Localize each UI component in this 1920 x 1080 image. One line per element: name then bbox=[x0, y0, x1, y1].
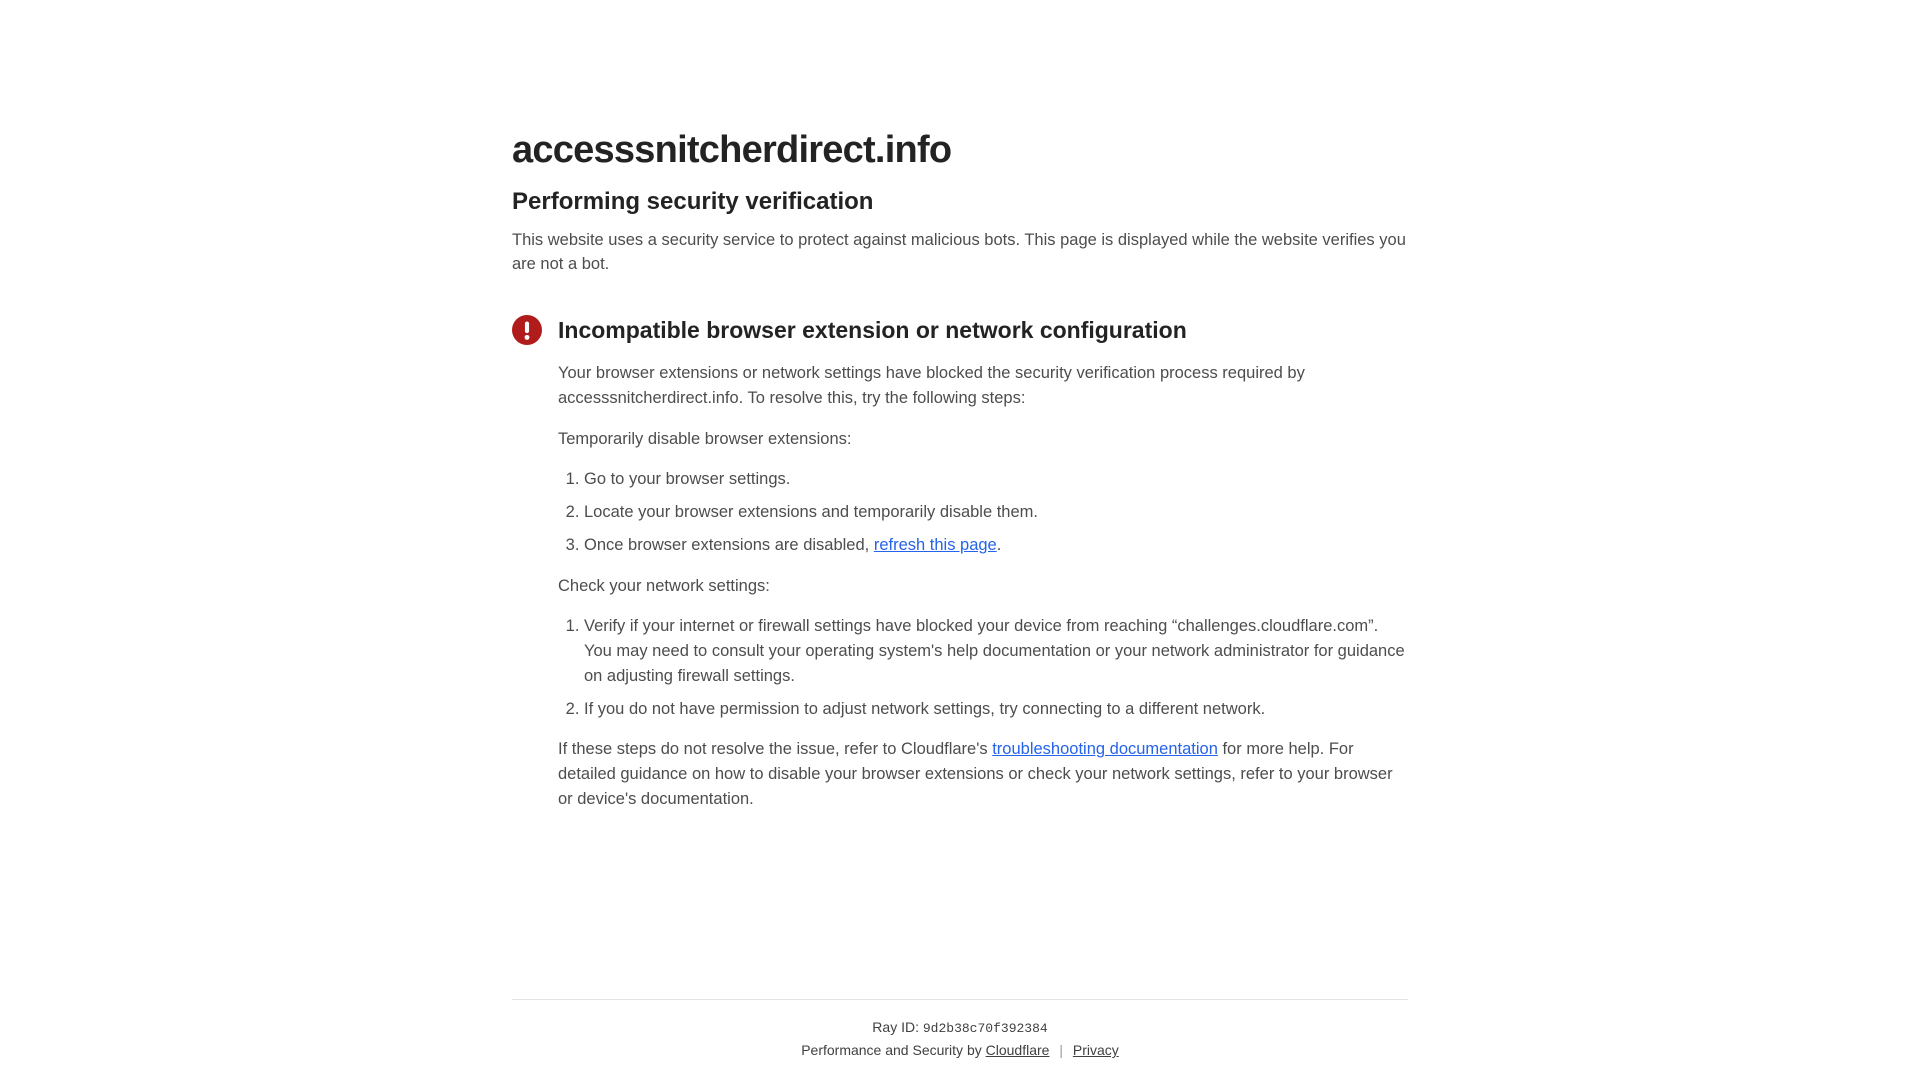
page-title: accesssnitcherdirect.info bbox=[512, 129, 952, 171]
step-text: Locate your browser extensions and temporarily disable them. bbox=[584, 503, 1038, 522]
step-text: Once browser extensions are disabled, bbox=[584, 535, 874, 554]
error-heading: Incompatible browser extension or network configuration bbox=[558, 316, 1187, 343]
list-item bbox=[584, 533, 1408, 558]
performance-text: Performance and Security by bbox=[801, 1042, 982, 1059]
closing-text: for more help. For detailed guidance on how to disable your browser extensions or check your network settings, refer to your browser or device's documentation. bbox=[558, 740, 1393, 808]
error-section bbox=[512, 315, 1408, 812]
step-text: . bbox=[996, 535, 1002, 554]
footer bbox=[0, 999, 1920, 1080]
ray-id-value: 9d2b38c70f392384 bbox=[922, 1020, 1048, 1036]
main-content bbox=[480, 0, 1440, 999]
list-item bbox=[584, 467, 1408, 492]
list-item bbox=[584, 500, 1408, 525]
performance-line bbox=[512, 1041, 1408, 1060]
refresh-page-link[interactable]: refresh this page bbox=[873, 535, 997, 554]
footer-divider bbox=[512, 999, 1408, 1000]
closing-paragraph bbox=[558, 737, 1408, 811]
ray-id-label: Ray ID: bbox=[872, 1018, 919, 1035]
network-label: Check your network settings: bbox=[558, 576, 770, 595]
list-item bbox=[584, 697, 1408, 722]
error-heading-row bbox=[512, 315, 1408, 345]
footer-inner bbox=[480, 999, 1440, 1060]
exclamation-circle-icon bbox=[512, 315, 542, 345]
extensions-label: Temporarily disable browser extensions: bbox=[558, 429, 852, 448]
error-description: Your browser extensions or network settings have blocked the security verification process required by accesssnitcherdirect.info. To resolve this, try the following steps: bbox=[558, 364, 1305, 407]
ray-id-line bbox=[512, 1018, 1408, 1038]
list-item bbox=[584, 614, 1408, 688]
step-text: Verify if your internet or firewall settings have blocked your device from reaching “challenges.cloudflare.com”. You may need to consult your operating system's help documentation or your network administrator for guidance on adjusting firewall settings. bbox=[584, 617, 1405, 685]
footer-separator: | bbox=[1059, 1042, 1063, 1059]
network-steps-list bbox=[558, 614, 1408, 721]
closing-text: If these steps do not resolve the issue, refer to Cloudflare's bbox=[558, 740, 993, 759]
cloudflare-link[interactable]: Cloudflare bbox=[985, 1042, 1050, 1059]
step-text: If you do not have permission to adjust network settings, try connecting to a different network. bbox=[584, 699, 1266, 718]
extensions-steps-list bbox=[558, 467, 1408, 557]
page-subtitle: Performing security verification bbox=[512, 187, 874, 215]
privacy-link[interactable]: Privacy bbox=[1072, 1042, 1119, 1059]
error-body bbox=[558, 361, 1408, 812]
step-text: Go to your browser settings. bbox=[584, 470, 791, 489]
intro-text: This website uses a security service to protect against malicious bots. This page is displayed while the website verifies you are not a bot. bbox=[512, 230, 1406, 274]
troubleshooting-docs-link[interactable]: troubleshooting documentation bbox=[992, 740, 1218, 759]
